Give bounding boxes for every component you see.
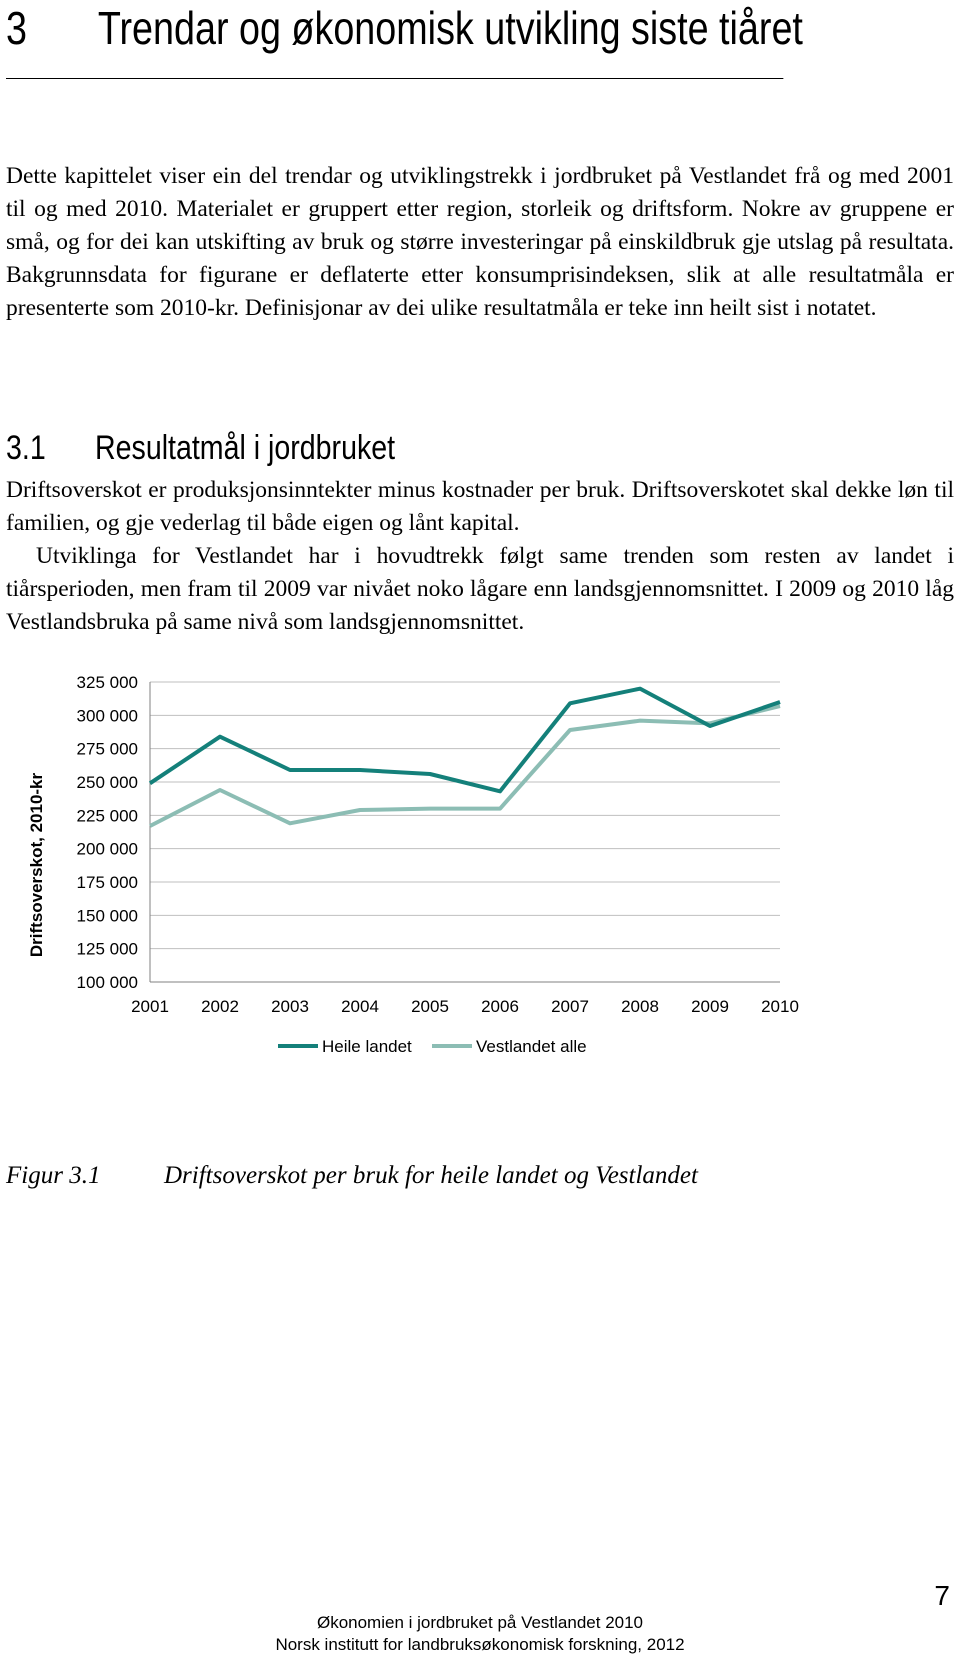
footer-line-2: Norsk institutt for landbruksøkonomisk forskning, 2012	[275, 1635, 685, 1654]
x-tick-label: 2009	[691, 997, 729, 1016]
x-tick-label: 2005	[411, 997, 449, 1016]
x-tick-label: 2001	[131, 997, 169, 1016]
legend-label: Heile landet	[322, 1037, 412, 1056]
x-tick-label: 2006	[481, 997, 519, 1016]
y-tick-label: 225 000	[76, 806, 138, 826]
figure-caption-text: Driftsoverskot per bruk for heile landet og Vestlandet	[164, 1162, 698, 1189]
y-tick-label: 100 000	[76, 973, 138, 992]
line-chart	[0, 673, 960, 1120]
y-tick-label: 300 000	[76, 706, 138, 726]
section-title-text: Resultatmål i jordbruket	[95, 429, 396, 467]
y-tick-label: 250 000	[76, 773, 138, 792]
series-line	[150, 689, 780, 792]
y-tick-label: 125 000	[76, 939, 138, 959]
section-body	[6, 474, 954, 639]
footer-line-1: Økonomien i jordbruket på Vestlandet 2010	[316, 1613, 644, 1632]
intro-paragraph	[6, 160, 954, 325]
intro-text: Dette kapittelet viser ein del trendar og utviklingstrekk i jordbruket på Vestlandet frå og med 2001 til og med 2010. Materialet er gruppert etter region, storleik og driftsform. Nokre av gruppene er små, og for dei kan utskifting av bruk og større investeringar på einskildbruk gje utslag på resultata. Bakgrunnsdata for figurane er deflaterte etter konsumprisindeksen, slik at alle resultatmåla er presenterte som 2010-kr. Definisjonar av dei ulike resultatmåla er teke inn heilt sist i notatet.	[6, 163, 954, 321]
figure-label: Figur 3.1	[6, 1162, 101, 1189]
y-tick-label: 325 000	[76, 673, 138, 692]
page-number: 7	[934, 1580, 950, 1611]
chapter-title	[6, 0, 803, 79]
chapter-title-text: Trendar og økonomisk utvikling siste tiåret	[97, 2, 803, 54]
x-tick-label: 2008	[621, 997, 659, 1016]
y-axis-label: Driftsoverskot, 2010-kr	[27, 772, 46, 958]
x-tick-label: 2010	[761, 997, 799, 1016]
chapter-number: 3	[6, 2, 27, 54]
section-number: 3.1	[6, 429, 46, 467]
y-tick-label: 175 000	[76, 873, 138, 892]
section-paragraph-1: Driftsoverskot er produksjonsinntekter minus kostnader per bruk. Driftsoverskotet skal dekke løn til familien, og gje vederlag til både eigen og lånt kapital.	[6, 477, 954, 536]
x-tick-label: 2002	[201, 997, 239, 1016]
section-paragraph-2: Utviklinga for Vestlandet har i hovudtrekk følgt same trenden som resten av landet i tiårsperioden, men fram til 2009 var nivået noko lågare enn landsgjennomsnittet. I 2009 og 2010 låg Vestlandsbruka på same nivå som landsgjennomsnittet.	[6, 543, 954, 635]
legend-label: Vestlandet alle	[476, 1037, 587, 1056]
series-line	[150, 706, 780, 826]
y-tick-label: 275 000	[76, 739, 138, 759]
x-tick-label: 2003	[271, 997, 309, 1016]
section-title	[6, 426, 762, 470]
y-tick-label: 150 000	[76, 906, 138, 926]
x-tick-label: 2007	[551, 997, 589, 1016]
y-tick-label: 200 000	[76, 839, 138, 859]
x-tick-label: 2004	[341, 997, 379, 1016]
